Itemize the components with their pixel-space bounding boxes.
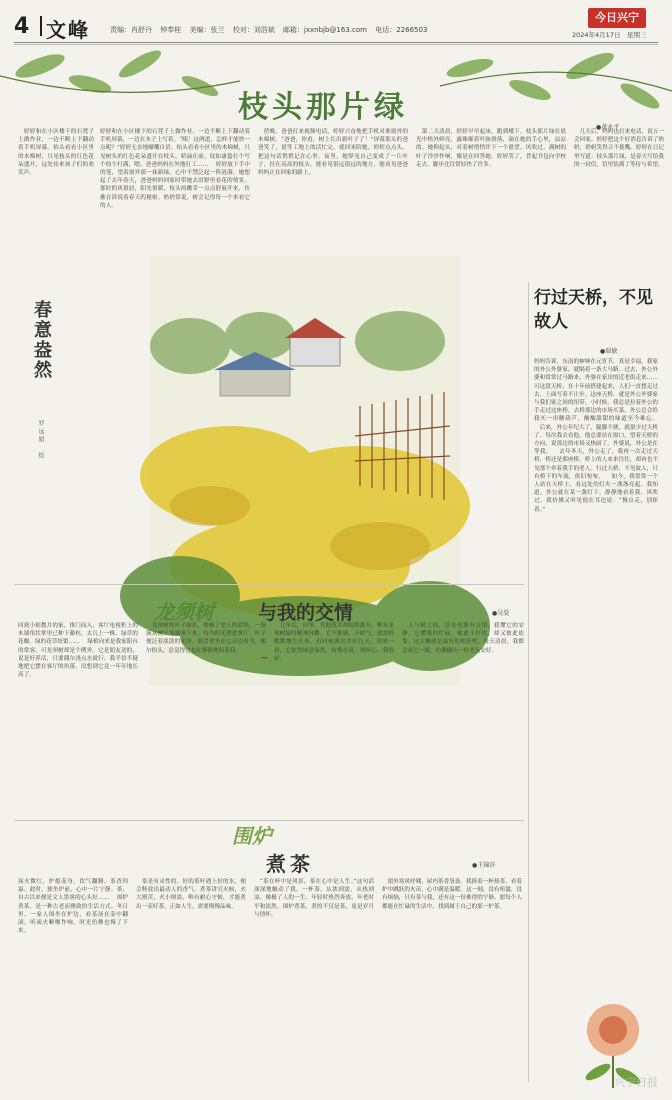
editor-credits — [110, 25, 433, 35]
article1-column-1: 婷婷和在小区楼下的石凳子上做作业，一边不断上下翻动着手机屏幕，一边在本子上写着。“咦！这两道，怎样才能快一点呢？”婷婷无奈地嘟囔自语。抬头看看小区里的木棉树，只见树头的红色花朵盛开在枝头，娇滴在前，纹如蛊蛰打个写个的个打满，嗯。爸爸妈妈在外地打工…… 婷婷放下手中的笔，望着窗外那一抹新绿，心中不禁泛起一阵涟漪。她想起了去年春天，爸爸妈妈回家时带她去田野里看花的情景。那时的风很轻，阳光很暖，枝头的嫩芽一点点舒展开来，仿佛在诉说着春天的秘密。奶奶常说，树会记得每一个来看它的人。 — [100, 129, 250, 209]
page-number: 4 — [14, 14, 30, 39]
article1-column-3: 第二天清晨，婷婷早早起床，跑到楼下。枝头那片绿在晨光中格外鲜亮，露珠顺着叶脉滑落，滴在她的手心里，凉凉的。她仰起头，对着树悄悄许下一个愿望。风吹过，满树的叶子沙沙作响，像是在回答她。婷婷笑了，背起书包向学校走去，脚步比往常轻快了许多。 — [416, 129, 566, 168]
article5-column-4: 窗外寒风呼啸，屋内茶香袅袅。我捧着一杯热茶，看着炉中跳跃的火苗，心中满是温暖。这一刻，没有喧嚣，没有烦恼，只有茶与我，还有这一份难得的宁静。愿每个人都能在忙碌的生活中，找到属于自己的那一炉茶。 — [382, 879, 522, 910]
article4-column-2: 龙须树的叶子细长，像极了老人的胡须，一簇簇从树干顶端垂下来。每当阳光照进客厅，叶子便泛着淡淡的光泽。我喜欢坐在它旁边看书，偶尔抬头，总觉得它也在静静地陪着我。 — [146, 623, 266, 654]
credit-editor-2: 钟奉桂 — [160, 26, 182, 34]
article3-column: 妈妈告诉，东南的婶婶在元宵节，真是幸福。我家的外公外婆家，就隔着一条大马路。过去，外公外婆和常常过马路来，外婆在家房的近老街走来…… 可这段天桥，在十年前搭建起来，人们一直想走过去，上面写着不让步。这座天桥，就是外公外婆家与我们家之间的纽带。小时候，我总是拉着外公的手走过这座桥，去桥那边的市场买菜。外公总会给我买一串糖葫芦，酸酸甜甜的味道至今难忘。 后来，外公年纪大了，腿脚不便，就很少过天桥了。每次我去看他，他总要站在窗口，望着天桥的方向，说那边的市场又热闹了。外婆说，外公是在等我。 去年冬天，外公走了。我再一次走过天桥，桥还是那座桥，桥上的人来来往往，却再也不见那个牵着我手的老人。行过天桥，不见故人，只有桥下的车流，依旧匆匆。 如今，我常常一个人站在天桥上，看远处的灯火一盏盏亮起。我知道，外公就在某一盏灯下，静静地看着我。风吹过，我仿佛又听见他在耳边说：“慢点走，别摔着。” — [534, 359, 666, 513]
painting-credit: 罗远娟 绘 — [37, 420, 44, 460]
article4-column-1: 回到小则教月的家，推门而入，客厅电视柜上的木墙角状掌里已种下藤柱，太几上一株、绿草的花瓣，绿的花草纷繁…… 绿植向来是我家阳台的常客，可龙须树却是个例外。它是朋友送的，说是好养活，只要偶尔浇点水就行。我半信半疑地把它摆在客厅的角落，没想到它竟一年年地长高了。 — [18, 623, 138, 679]
newspaper-logo: 今日兴宁 — [588, 8, 646, 28]
section-title: 文峰 — [46, 18, 90, 42]
painting-signature: ~ — [260, 651, 270, 664]
article5-column-3: “茶在杯中是风景，茶在心中是人生。”这句话深深地触动了我。一杯茶，从浓到淡，从热到凉，像极了人的一生。年轻时热烈奔放，年老时平和淡然。围炉煮茶，煮的不仅是茶，更是岁月与情怀。 — [254, 879, 374, 918]
article5-title-black: 煮茶 — [266, 852, 314, 876]
article3-excerpt: 妈妈告诉，东南的婶婶在元宵节，真是幸福。我家的外公外婆家，就隔着一条大马路。过去，外公外婆和常常过马路来，外婆在家房的近老街走来…… — [534, 359, 658, 382]
credit-designer: 美编：张兰 — [189, 26, 225, 34]
credit-editor: 责编：肖舒丹 — [110, 26, 152, 34]
article5-column-1: 炭火微红，炉熄壶身，饮气翻腾，茶香四溢。此时，独坐炉前，心中一片宁静。茶，自古以来便是文人墨客的心头好…… 围炉煮茶，是一种古老而雅致的生活方式。冬日里，一家人围坐在炉边，看茶汤在壶中翻滚，听炭火噼啪作响，时光仿佛也慢了下来。 — [18, 879, 128, 935]
header-divider — [40, 16, 42, 36]
article4-title-green: 龙须树 — [154, 600, 214, 624]
article4-column-4: 人与树之间，原来也能有交情。我懂它的安静，它懂我的忙碌。彼此不打扰，却又彼此依靠。这大概就是最好的相处吧。每天清晨，我都会看它一眼，仿佛确认一位老友安好。 — [402, 623, 524, 654]
article-title-green-branch: 枝头那片绿 — [238, 90, 408, 125]
watermark: 兴宁日报 — [614, 1076, 658, 1089]
article1-column-4: 几天后，妈妈也打来电话，说五一会回家。婷婷把这个好消息告诉了奶奶，奶奶笑得合不拢嘴。婷婷在日记里写道：枝头那片绿，是春天写给我的一封信，信里装满了等待与希望。 — [574, 129, 664, 168]
article3-author: ●瑞敏 — [600, 348, 618, 355]
article-title-bridge — [534, 286, 654, 334]
article4-column-3: 几年后，同事、其他花卉却陆续离开，唯有龙须树始终精神抖擞。它不挑剔，不娇气，就那样默默地生长着。有时候我出差好几天，回来一看，它依然绿意盎然，仿佛在说：别担心，我很好。 — [274, 623, 394, 662]
article4-title-black: 与我的交情 — [258, 602, 354, 624]
article1-column-left: 婷婷和在小区楼下的石凳子上做作业，一边不断上下翻动着手机屏幕。抬头看看小区里的木棉树，只见枝头的红色花朵盛开，远处传来孩子们的欢笑声。 — [18, 129, 94, 177]
article5-column-2: 茶是有灵性的。好的茶叶遇上好的水，便会释放出最动人的香气。煮茶讲究火候，火大则苦，火小则淡，唯有耐心守候，才能煮出一壶好茶。正如人生，需要慢慢品味。 — [136, 879, 246, 910]
article1-excerpt: 婷婷和在小区楼下的石凳子上做作业，一边不断上下翻动着手机屏幕，一边在本子上写着。“咦！这两道，怎样才能快一点呢？”婷婷无奈地嘟囔自语。抬头看看小区里的木棉树，只见树头的红色花朵盛开在枝头，娇滴在前，纹如蛊蛰打个写个的个打满，嗯。爸爸妈妈在外地打工…… — [100, 129, 250, 168]
article4-author: ●吴晏 — [492, 610, 510, 617]
section-divider-1 — [14, 584, 524, 585]
header-rule — [14, 42, 658, 43]
article1-column-2: 傍晚，爸爸打来视频电话，婷婷兴奋地把手机对准窗外的木棉树。“爸爸，你看，树上长出新叶子了！”屏幕那头的爸爸笑了，说等工地上的活忙完，就回来陪她。婷婷点点头，把这句话悄悄记在心里。夜里，她梦见自己变成了一片叶子，挂在高高的枝头，能看见很远很远的地方，能看见爸爸妈妈正在回家的路上。 — [258, 129, 408, 177]
article3-title-line: 行过天桥，不见故人 — [534, 288, 653, 332]
article5-author: ●王锦莎 — [472, 862, 496, 869]
credit-proofreader: 校对：刘浩斌 — [232, 26, 275, 34]
header-rule-thin — [14, 44, 658, 45]
credit-phone: 电话：2266503 — [375, 26, 428, 34]
article1-author: ●黄永平 — [596, 124, 620, 131]
issue-date: 2024年4月17日 星期三 — [572, 31, 647, 39]
column-divider — [528, 282, 529, 1082]
article5-title-green: 围炉 — [232, 824, 272, 848]
painting-title: 春意盎然 — [31, 300, 52, 380]
credit-email: 邮箱：jxxnbjb@163.com — [282, 26, 367, 34]
article4-excerpt: 回到小则教月的家，推门而入，客厅电视柜上的木墙角状掌里已种下藤柱，太几上一株、绿草的花瓣，绿的花草纷繁…… — [18, 623, 138, 646]
article5-excerpt: 炭火微红，炉熄壶身，饮气翻腾，茶香四溢。此时，独坐炉前，心中一片宁静。茶，自古以来便是文人墨客的心头好…… — [18, 879, 128, 902]
